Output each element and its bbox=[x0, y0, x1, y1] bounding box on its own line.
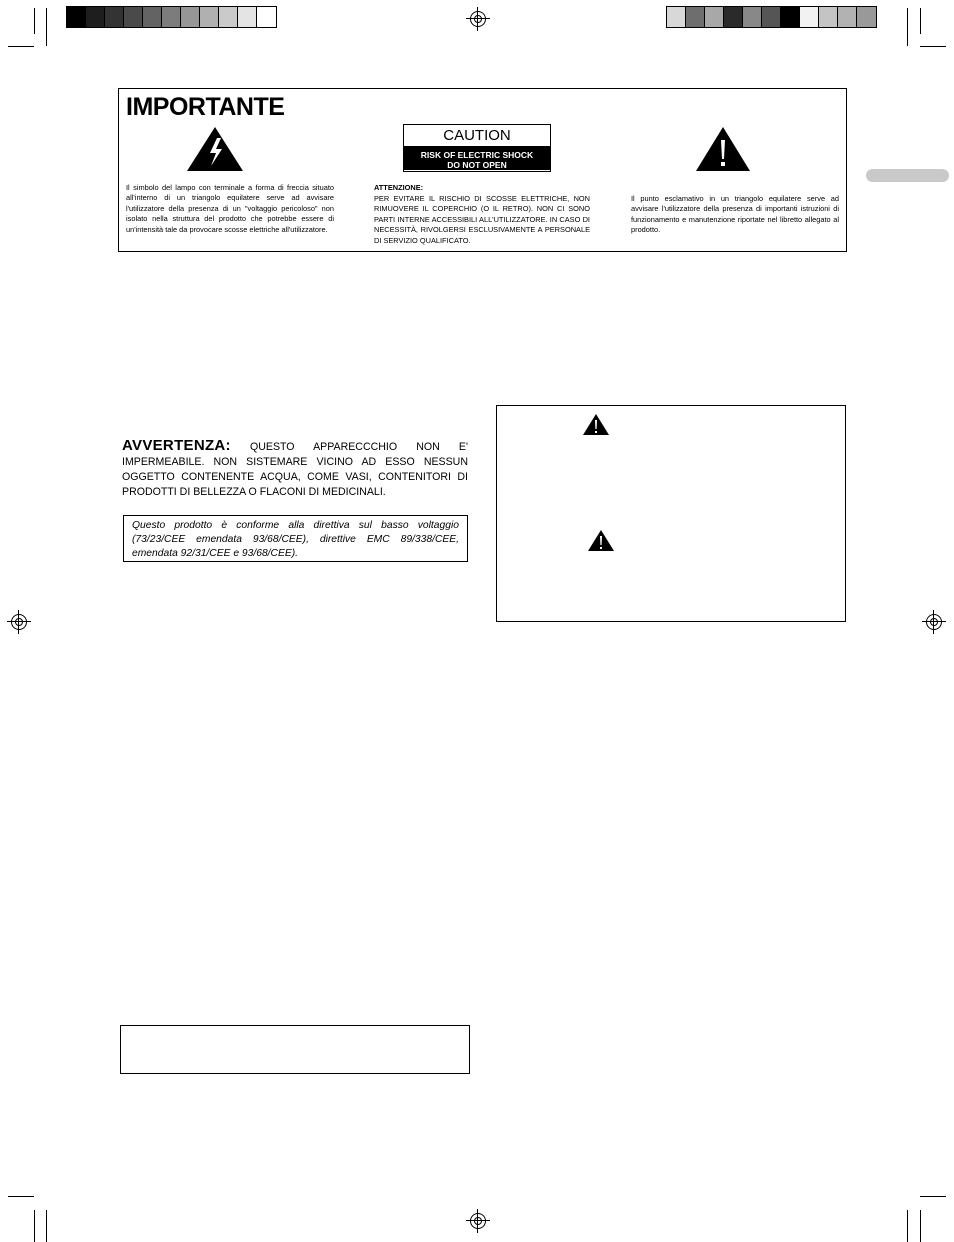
color-swatch bbox=[819, 7, 838, 27]
color-swatch bbox=[219, 7, 238, 27]
exclamation-triangle-icon bbox=[695, 126, 751, 172]
exclamation-description: Il punto esclamativo in un triangolo equilatere serve ad avvisare l'utilizzatore della presenza di importanti istruzioni di funzionamento e manutenzione riportate nel libretto allegato al prodotto. bbox=[631, 194, 839, 235]
color-swatch bbox=[162, 7, 181, 27]
color-swatch bbox=[86, 7, 105, 27]
crop-mark bbox=[8, 46, 34, 47]
registration-mark-icon bbox=[470, 11, 486, 27]
color-swatch bbox=[238, 7, 257, 27]
crop-mark bbox=[46, 1210, 47, 1242]
warning-box bbox=[496, 405, 846, 622]
avvertenza-paragraph bbox=[122, 438, 468, 500]
registration-mark-icon bbox=[926, 614, 942, 630]
warning-triangle-icon bbox=[587, 529, 615, 552]
importante-box bbox=[118, 88, 847, 252]
crop-mark bbox=[920, 46, 946, 47]
crop-mark bbox=[34, 8, 35, 34]
color-swatch bbox=[800, 7, 819, 27]
caution-sign bbox=[403, 124, 551, 172]
color-swatch bbox=[724, 7, 743, 27]
color-swatch bbox=[762, 7, 781, 27]
attenzione-text: PER EVITARE IL RISCHIO DI SCOSSE ELETTRICHE, NON RIMUOVERE IL COPERCHIO (O IL RETRO). NON CI SONO PARTI INTERNE ACCESSIBILI ALL'UTILIZZATORE. IN CASO DI NECESSITÀ, RIVOLGERSI ESCLUSIVAMENTE A PERSONALE DI SERVIZIO QUALIFICATO. bbox=[374, 194, 590, 245]
color-swatch bbox=[857, 7, 876, 27]
crop-mark bbox=[907, 1210, 908, 1242]
crop-mark bbox=[920, 1196, 946, 1197]
color-swatch bbox=[105, 7, 124, 27]
color-swatch bbox=[257, 7, 276, 27]
color-swatch bbox=[667, 7, 686, 27]
lightning-triangle-icon bbox=[186, 126, 244, 172]
crop-mark bbox=[34, 1210, 35, 1242]
registration-mark-icon bbox=[11, 614, 27, 630]
caution-subtitle bbox=[404, 148, 550, 170]
color-swatch bbox=[200, 7, 219, 27]
conformity-text: Questo prodotto è conforme alla direttiva sul basso voltaggio (73/23/CEE emendata 93/68/CEE), direttive EMC 89/338/CEE, emendata 92/31/CEE e 93/68/CEE). bbox=[132, 520, 459, 559]
color-swatch bbox=[838, 7, 857, 27]
attenzione-label: ATTENZIONE: bbox=[374, 183, 424, 192]
caution-line-1: RISK OF ELECTRIC SHOCK bbox=[420, 150, 534, 160]
warning-triangle-icon bbox=[582, 413, 610, 436]
crop-mark bbox=[46, 8, 47, 46]
avvertenza-text: QUESTO APPARECCCHIO NON E' IMPERMEABILE. NON SISTEMARE VICINO AD ESSO NESSUN OGGETTO CONTENENTE ACQUA, COME VASI, CONTENITORI DI PRODOTTI DI BELLEZZA O FLACONI DI MEDICINALI. bbox=[122, 441, 468, 498]
color-swatch bbox=[743, 7, 762, 27]
crop-mark bbox=[920, 1210, 921, 1242]
color-bar-right bbox=[666, 6, 877, 28]
lightning-description: Il simbolo del lampo con terminale a forma di freccia situato all'interno di un triangolo equilatere serve ad avvisare l'utilizzatore della presenza di un "voltaggio pericoloso" non isolato nella struttura del prodotto che potrebbe essere di un'intensità tale da provocare scosse elettriche all'utilizzatore. bbox=[126, 183, 334, 234]
section-tab bbox=[866, 169, 949, 182]
color-swatch bbox=[181, 7, 200, 27]
crop-mark bbox=[907, 8, 908, 46]
registration-mark-icon bbox=[470, 1213, 486, 1229]
color-swatch bbox=[124, 7, 143, 27]
crop-mark bbox=[8, 1196, 34, 1197]
color-bar-left bbox=[66, 6, 277, 28]
color-swatch bbox=[143, 7, 162, 27]
avvertenza-label: AVVERTENZA: bbox=[122, 437, 231, 454]
color-swatch bbox=[781, 7, 800, 27]
importante-title: IMPORTANTE bbox=[126, 93, 285, 121]
color-swatch bbox=[686, 7, 705, 27]
color-swatch bbox=[67, 7, 86, 27]
crop-mark bbox=[920, 8, 921, 34]
empty-note-box bbox=[120, 1025, 470, 1074]
color-swatch bbox=[705, 7, 724, 27]
caution-line-2: DO NOT OPEN bbox=[447, 160, 507, 170]
conformity-box bbox=[123, 515, 468, 562]
caution-title: CAUTION bbox=[404, 125, 550, 148]
